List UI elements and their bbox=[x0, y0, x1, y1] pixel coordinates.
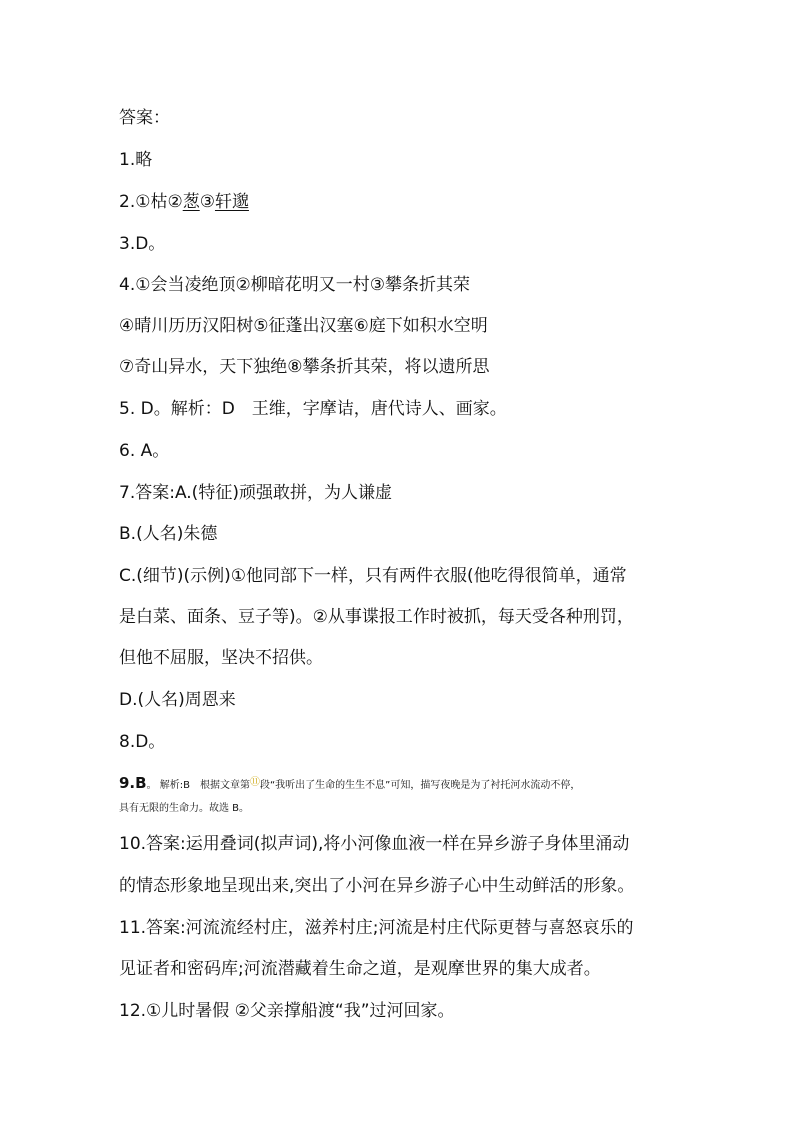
answer-7-c-line-1: C.(细节)(示例)①他同部下一样，只有两件衣服(他吃得很简单，通常 bbox=[119, 566, 627, 586]
answer-9-rest: 段“我听出了生命的生生不息”可知，描写夜晚是为了衬托河水流动不停， bbox=[260, 780, 581, 791]
answer-6: 6. A。 bbox=[119, 441, 170, 461]
answer-4-line-1: 4.①会当凌绝顶②柳暗花明又一村③攀条折其荣 bbox=[119, 275, 470, 295]
answer-4-line-2: ④晴川历历汉阳树⑤征蓬出汉塞⑥庭下如积水空明 bbox=[119, 316, 488, 336]
answer-7-d: D.(人名)周恩来 bbox=[119, 690, 236, 710]
answer-5: 5. D。解析：D 王维，字摩诘，唐代诗人、画家。 bbox=[119, 399, 507, 419]
answer-3: 3.D。 bbox=[119, 234, 166, 254]
answer-8: 8.D。 bbox=[119, 732, 166, 752]
answer-2-mid: ③ bbox=[199, 192, 215, 212]
answer-2-word-2: 轩邈 bbox=[214, 192, 249, 212]
answer-9-line-1 bbox=[119, 776, 580, 793]
answer-11-line-2: 见证者和密码库;河流潜藏着生命之道，是观摩世界的集大成者。 bbox=[119, 959, 601, 979]
answer-10-line-1: 10.答案:运用叠词(拟声词),将小河像血液一样在异乡游子身体里涌动 bbox=[119, 834, 630, 854]
answer-7-c-line-3: 但他不屈服，坚决不招供。 bbox=[119, 648, 323, 668]
answer-4-line-3: ⑦奇山异水，天下独绝⑧攀条折其荣，将以遗所思 bbox=[119, 357, 490, 377]
answer-2 bbox=[119, 190, 249, 214]
answer-1: 1.略 bbox=[119, 150, 153, 170]
answer-10-line-2: 的情态形象地呈现出来,突出了小河在异乡游子心中生动鲜活的形象。 bbox=[119, 876, 635, 896]
answer-7-b: B.(人名)朱德 bbox=[119, 524, 218, 544]
answer-12: 12.①儿时暑假 ②父亲撑船渡“我”过河回家。 bbox=[119, 1001, 455, 1021]
paragraph-ref-mark: ⑪ bbox=[250, 777, 260, 788]
answer-11-line-1: 11.答案:河流流经村庄，滋养村庄;河流是村庄代际更替与喜怒哀乐的 bbox=[119, 918, 634, 938]
answer-9-lead: 9.B bbox=[119, 774, 147, 792]
answers-heading: 答案： bbox=[119, 108, 170, 128]
answer-2-word-1: 葱 bbox=[182, 192, 200, 212]
answer-2-prefix: 2.①枯② bbox=[119, 192, 183, 212]
answer-7-a: 7.答案:A.(特征)顽强敢拼，为人谦虚 bbox=[119, 483, 392, 503]
answer-9-line-2: 具有无限的生命力。故选 B。 bbox=[119, 803, 250, 814]
answer-7-c-line-2: 是白菜、面条、豆子等)。②从事谍报工作时被抓，每天受各种刑罚， bbox=[119, 607, 634, 627]
answer-9-analysis: 。 解析:B 根据文章第 bbox=[146, 780, 250, 791]
